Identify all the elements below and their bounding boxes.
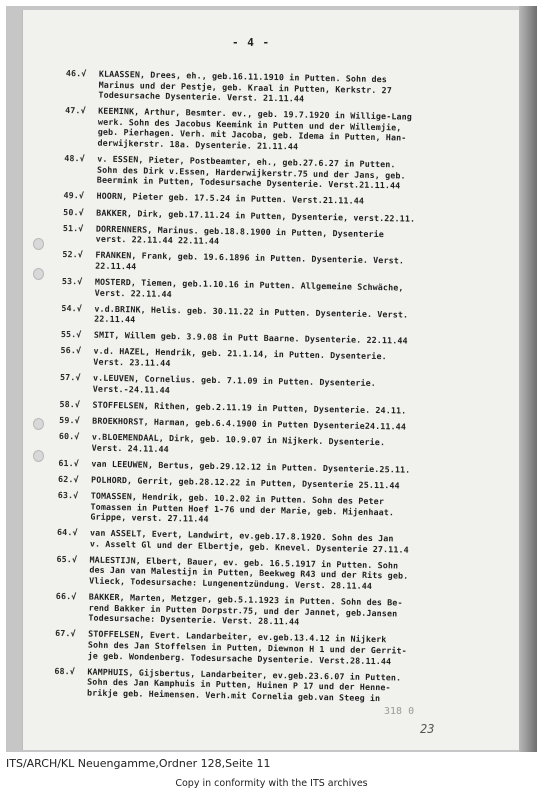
entry-number: 61.√ xyxy=(58,457,80,469)
list-item xyxy=(64,105,521,156)
list-item xyxy=(62,249,518,279)
faint-mark: 318 0 xyxy=(384,706,415,717)
conformity-note: Copy in conformity with the ITS archives xyxy=(175,778,368,789)
entry-text: BAKKER, Dirk, geb.17.11.24 in Putten, Dysenterie, verst.22.11. xyxy=(96,207,416,224)
list-item xyxy=(55,628,512,669)
entry-text: v.BLOEMENDAAL, Dirk, geb. 10.9.07 in Nijkerk. Dysenterie. Verst. 24.11.44 xyxy=(91,431,386,454)
list-item xyxy=(57,490,514,531)
entry-number: 67.√ xyxy=(55,628,76,639)
list-item xyxy=(55,591,512,632)
entry-number: 51.√ xyxy=(62,222,84,233)
entry-text: POLHORD, Gerrit, geb.28.12.22 in Putten, Dysenterie 25.11.44 xyxy=(91,474,400,491)
entry-text: DORRENNERS, Marinus. geb.18.8.1900 in Putten, Dysenterie verst. 22.11.44 22.11.44 xyxy=(95,223,385,247)
punch-hole xyxy=(33,268,44,280)
punch-hole xyxy=(33,418,44,430)
entry-text: v.d. HAZEL, Hendrik, geb. 21.1.14, in Putten. Dysenterie. Verst. 23.11.44 xyxy=(93,346,387,369)
entry-text: KEEMINK, Arthur, Besmter. ev., geb. 19.7.1920 in Willige-Lang werk. Sohn des Jacobus Keemink in Putten und der Willemjie, geb. Pierhagen. Verh. mit Jacoba, geb. Idema in Putten, Han- derwijkerstr. 18a. Dysenterie. 21.11.44 xyxy=(97,105,413,152)
entry-number: 50.√ xyxy=(63,206,84,217)
punch-hole xyxy=(33,450,44,462)
archive-reference: ITS/ARCH/KL Neuengamme,Ordner 128,Seite 11 xyxy=(6,757,271,770)
page-number: - 4 - xyxy=(232,36,271,49)
entry-number: 52.√ xyxy=(62,249,84,260)
list-item xyxy=(63,223,519,253)
entry-number: 49.√ xyxy=(63,190,85,201)
list-item xyxy=(54,666,511,707)
entry-number: 58.√ xyxy=(59,398,81,410)
entry-text: v.LEUVEN, Cornelius. geb. 7.1.09 in Putten. Dysenterie. Verst.-24.11.44 xyxy=(92,372,377,395)
entry-number: 57.√ xyxy=(59,372,81,383)
entry-number: 63.√ xyxy=(57,489,79,501)
entry-number: 56.√ xyxy=(60,345,82,356)
entry-text: MOSTERD, Tiemen, geb.1.10.16 in Putten. Allgemeine Schwäche, Verst. 22.11.44 xyxy=(94,276,404,299)
entry-number: 53.√ xyxy=(61,275,83,287)
entry-list xyxy=(54,68,522,712)
list-item xyxy=(61,303,517,333)
entry-number: 65.√ xyxy=(56,553,78,565)
list-item xyxy=(59,431,515,461)
entry-text: TOMASSEN, Hendrik, geb. 10.2.02 in Putten. Sohn des Peter Tomassen in Putten Hoef 1-76 und der Marie, geb. Mijenhaat. Grippe, verst. 27.11.44 xyxy=(90,490,395,524)
list-item xyxy=(64,153,521,194)
entry-number: 64.√ xyxy=(56,527,78,538)
entry-text: van ASSELT, Evert, Landwirt, ev.geb.17.8.1920. Sohn des Jan v. Asselt Gl und der Elbertje, geb. Knevel. Dysenterie 27.11.4 xyxy=(89,527,409,555)
entry-number: 68.√ xyxy=(54,665,76,677)
list-item xyxy=(56,554,513,595)
entry-number: 62.√ xyxy=(58,473,79,485)
entry-number: 66.√ xyxy=(55,591,77,602)
entry-text: v.d.BRINK, Helis. geb. 30.11.22 in Putten. Dysenterie. Verst. 22.11.44 xyxy=(94,303,409,325)
stamp-number: 23 xyxy=(420,722,435,736)
entry-text: BROEKHORST, Harman, geb.6.4.1900 in Putten Dysenterie24.11.44 xyxy=(92,415,407,432)
entry-number: 47.√ xyxy=(65,105,86,116)
entry-text: HOORN, Pieter geb. 17.5.24 in Putten. Verst.21.11.44 xyxy=(96,191,365,207)
entry-text: BAKKER, Marten, Metzger, geb.5.1.1923 in Putten. Sohn des Be- rend Bakker in Putten Dorpstr.75, und der Jannet, geb.Jansen Todesursache: Dysenterie. Verst. 28.11.44 xyxy=(88,591,403,627)
entry-text: van LEEUWEN, Bertus, geb.29.12.12 in Putten. Dysenterie.25.11. xyxy=(91,458,411,475)
entry-number: 48.√ xyxy=(64,153,85,164)
entry-text: STOFFELSEN, Evert. Landarbeiter, ev.geb.13.4.12 in Nijkerk Sohn des Jan Stoffelsen in Putten, Diewnon H 1 und der Gerrit- je geb. Wondenberg. Todesursache Dysenterie. Verst.28.11.44 xyxy=(87,628,407,666)
entry-text: MALESTIJN, Elbert, Bauer, ev. geb. 16.5.1917 in Putten. Sohn des Jan van Malestijn in Putten, Beekweg R43 und der Rits geb. Vlieck, Todesursache: Lungenentzündung. Verst. 28.11.44 xyxy=(89,554,409,592)
list-item xyxy=(60,372,516,402)
entry-number: 59.√ xyxy=(59,414,80,426)
entry-text: KLAASSEN, Drees, eh., geb.16.11.1910 in Putten. Sohn des Marinus und der Pestje, geb. Kraal in Putten, Kerkstr. 27 Todesursache Dysenterie. Verst. 21.11.44 xyxy=(98,68,393,104)
entry-text: STOFFELSEN, Rithen, geb.2.11.19 in Putten, Dysenterie. 24.11. xyxy=(92,399,407,416)
entry-text: FRANKEN, Frank, geb. 19.6.1896 in Putten. Dysenterie. Verst. 22.11.44 xyxy=(95,249,405,272)
entry-number: 46.√ xyxy=(65,68,87,79)
entry-text: KAMPHUIS, Gijsbertus, Landarbeiter, ev.geb.23.6.07 in Putten. Sohn des Jan Kamphuis in Putten, Huinen P 17 und der Henne- brikje geb. Heimensen. Verh.mit Cornelia geb.van Steeg in xyxy=(86,666,402,704)
list-item xyxy=(62,276,518,306)
entry-text: v. ESSEN, Pieter, Postbeamter, eh., geb.27.6.27 in Putten. Sohn des Dirk v.Essen, Harderwijkerstr.75 und der Jans, geb. Beermink in Putten, Todesursache Dysenterie. Verst.21.11.44 xyxy=(96,153,406,191)
scanned-page xyxy=(6,6,537,752)
entry-number: 54.√ xyxy=(61,302,83,314)
entry-number: 60.√ xyxy=(58,430,80,442)
entry-text: SMIT, Willem geb. 3.9.08 in Putt Baarne. Dysenterie. 22.11.44 xyxy=(93,329,408,346)
list-item xyxy=(60,345,516,375)
punch-hole xyxy=(33,238,44,250)
list-item xyxy=(57,527,513,557)
entry-number: 55.√ xyxy=(60,329,82,340)
page-edge-shadow xyxy=(519,6,537,752)
